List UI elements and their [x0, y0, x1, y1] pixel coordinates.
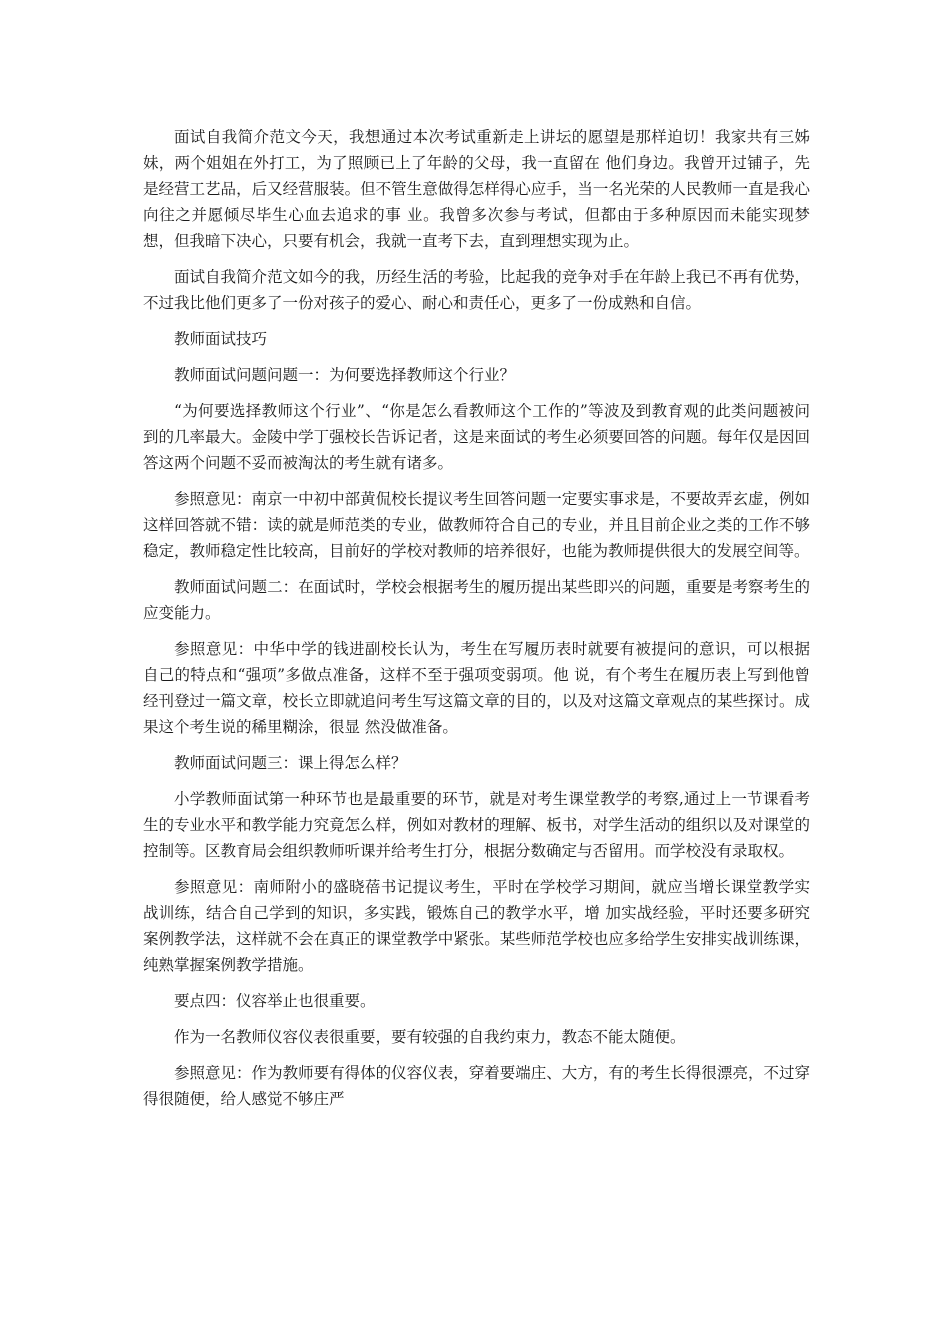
document-body — [143, 124, 810, 1122]
question-one-advice: 参照意见：南京一中初中部黄侃校长提议考生回答问题一定要实事求是，不要故弄玄虚，例如这样回答就不错：读的就是师范类的专业，做教师符合自己的专业，并且目前企业之类的工作不够稳定，教师稳定性比较高，目前好的学校对教师的培养很好，也能为教师提供很大的发展空间等。 — [143, 490, 810, 560]
question-two-advice: 参照意见：中华中学的钱进副校长认为，考生在写履历表时就要有被提问的意识，可以根据 自己的特点和“强项”多做点准备，这样不至于强项变弱项。他 说，有个考生在履历表上写到他曾经刊登过一篇文章，校长立即就追问考生写这篇文章的目的，以及对这篇文章观点的某些探讨。成果这个考生说的稀里糊涂，很显 然没做准备。 — [143, 640, 810, 736]
paragraph-self-intro-2: 面试自我简介范文如今的我，历经生活的考验，比起我的竞争对手在年龄上我已不再有优势，不过我比他们更多了一份对孩子的爱心、耐心和责任心，更多了一份成熟和自信。 — [143, 268, 810, 312]
question-one-body: “为何要选择教师这个行业”、“你是怎么看教师这个工作的”等波及到教育观的此类问题被问到的几率最大。金陵中学丁强校长告诉记者，这是来面试的考生必须要回答的问题。每年仅是因回答这两个问题不妥而被淘汰的考生就有诸多。 — [143, 402, 810, 472]
point-four-advice: 参照意见：作为教师要有得体的仪容仪表，穿着要端庄、大方，有的考生长得很漂亮，不过穿得很随便，给人感觉不够庄严 — [143, 1064, 810, 1108]
section-heading-interview-tips: 教师面试技巧 — [174, 330, 268, 348]
point-four-body: 作为一名教师仪容仪表很重要，要有较强的自我约束力，教态不能太随便。 — [174, 1028, 686, 1046]
paragraph-self-intro-1: 面试自我简介范文今天，我想通过本次考试重新走上讲坛的愿望是那样迫切！我家共有三姊 妹，两个姐姐在外打工，为了照顾已上了年龄的父母，我一直留在 他们身边。我曾开过铺子，先是经营工艺品，后又经营服装。但不管生意做得怎样得心应手，当一名光荣的人民教师一直是我心向往之并愿倾尽毕生心血去追求的事 业。我曾多次参与考试，但都由于多种原因而未能实现梦想，但我暗下决心，只要有机会，我就一直考下去，直到理想实现为止。 — [143, 128, 810, 250]
question-three-advice: 参照意见：南师附小的盛晓蓓书记提议考生，平时在学校学习期间，就应当增长课堂教学实 战训练，结合自己学到的知识，多实践，锻炼自己的教学水平，增 加实战经验，平时还要多研究案例教学法，这样就不会在真正的课堂教学中紧张。某些师范学校也应多给学生安排实战训练课，纯熟掌握案例教学措施。 — [143, 878, 810, 974]
point-four-heading: 要点四：仪容举止也很重要。 — [174, 992, 376, 1010]
question-one-heading: 教师面试问题问题一：为何要选择教师这个行业？ — [174, 366, 516, 384]
question-two-heading: 教师面试问题二：在面试时，学校会根据考生的履历提出某些即兴的问题，重要是考察考生的应变能力。 — [143, 578, 810, 622]
question-three-heading: 教师面试问题三：课上得怎么样？ — [174, 754, 407, 772]
question-three-body: 小学教师面试第一种环节也是最重要的环节，就是对考生课堂教学的考察,通过上一节课看考生的专业水平和教学能力究竟怎么样，例如对教材的理解、板书，对学生活动的组织以及对课堂的控制等。区教育局会组织教师听课并给考生打分，根据分数确定与否留用。而学校没有录取权。 — [143, 790, 810, 860]
